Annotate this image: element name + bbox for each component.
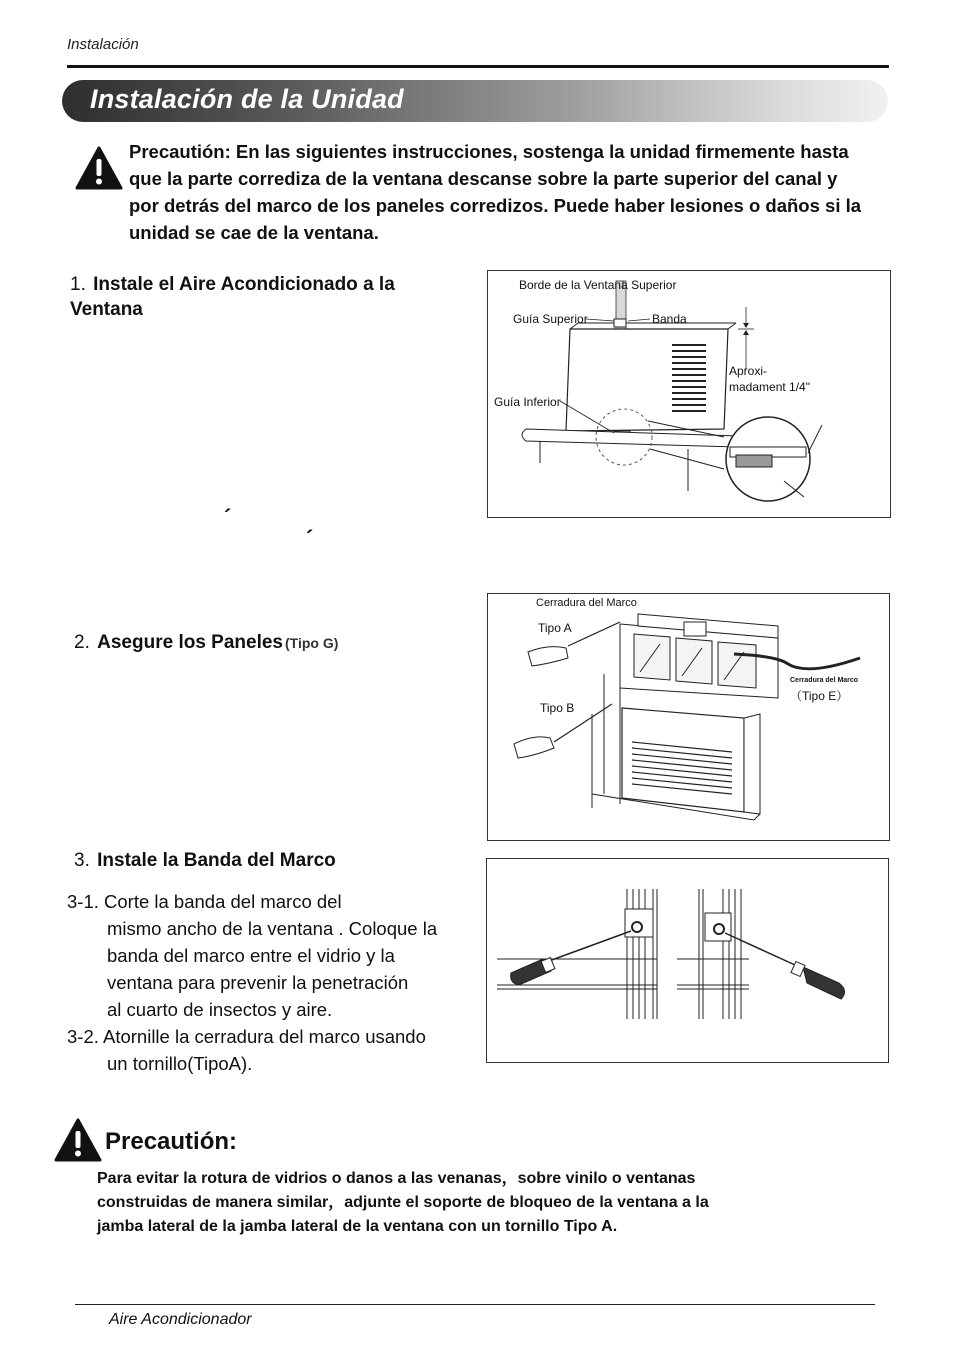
window-install-diagram xyxy=(488,271,890,517)
label-upper-guide: Guía Superior xyxy=(513,312,588,326)
caution-title: Precautión: xyxy=(105,1128,238,1155)
label-type-a: Tipo A xyxy=(538,621,572,635)
step-1-heading: Instale el Aire Acondicionado a la Ventana xyxy=(70,274,395,320)
instruction-line: al cuarto de insectos y aire. xyxy=(107,999,333,1020)
label-top-window-edge: Borde de la Ventana Superior xyxy=(519,278,677,292)
step-3-title xyxy=(74,848,474,873)
figure-frame-band xyxy=(486,858,889,1063)
step-2-heading: Asegure los Paneles xyxy=(97,632,284,653)
instruction-line: 3-1. Corte la banda del marco del xyxy=(67,891,342,912)
label-type-b: Tipo B xyxy=(540,701,575,715)
frame-band-diagram xyxy=(487,859,888,1062)
page-title: Instalación de la Unidad xyxy=(90,84,404,114)
caution-line: construidas de manera similar，adjunte el soporte de bloqueo de la ventana a la xyxy=(97,1194,709,1211)
stray-mark: ´ xyxy=(224,505,232,530)
figure-window-install xyxy=(487,270,891,518)
label-type-e: （Tipo E） xyxy=(790,689,849,703)
label-band: Banda xyxy=(652,312,687,326)
figure-secure-panels xyxy=(487,593,890,841)
step-2-number: 2. xyxy=(74,632,90,653)
label-approx-2: madament 1/4" xyxy=(729,380,810,394)
section-label: Instalación xyxy=(67,36,139,53)
label-lower-guide: Guía Inferior xyxy=(494,395,561,409)
footer-label: Aire Acondicionador xyxy=(109,1311,252,1328)
step-3-heading: Instale la Banda del Marco xyxy=(97,850,336,871)
instructions xyxy=(67,888,487,1077)
caution-text: Precautión: En las siguientes instrucciones, sostenga la unidad firmemente hasta que la parte corrediza de la ventana descanse sobre la parte superior del canal y por detrás del marco de los paneles corredizos. Puede haber lesiones o daños si la unidad se cae de la ventana. xyxy=(129,141,862,243)
label-frame-lock-small: Cerradura del Marco xyxy=(790,677,859,684)
label-approx-1: Aproxi- xyxy=(729,364,768,378)
instruction-line: banda del marco entre el vidrio y la xyxy=(107,945,395,966)
caution-body xyxy=(97,1167,857,1239)
step-2-suffix: (Tipo G) xyxy=(285,635,339,651)
instruction-line: un tornillo(TipoA). xyxy=(107,1053,253,1074)
label-frame-lock: Cerradura del Marco xyxy=(536,597,637,609)
warning-triangle-icon xyxy=(54,1118,102,1162)
instruction-line: ventana para prevenir la penetración xyxy=(107,972,409,993)
step-1-number: 1. xyxy=(70,274,86,295)
title-banner xyxy=(62,80,888,122)
step-2-title xyxy=(74,630,474,656)
instruction-line: 3-2. Atornille la cerradura del marco usando xyxy=(67,1026,426,1047)
stray-mark: ´ xyxy=(306,526,314,551)
step-3-number: 3. xyxy=(74,850,90,871)
caution-line: jamba lateral de la jamba lateral de la ventana con un tornillo Tipo A. xyxy=(97,1218,618,1235)
caution-line: Para evitar la rotura de vidrios o danos a las venanas，sobre vinilo o ventanas xyxy=(97,1170,696,1187)
instruction-line: mismo ancho de la ventana . Coloque la xyxy=(107,918,438,939)
header-divider xyxy=(67,65,889,68)
warning-triangle-icon xyxy=(75,146,123,190)
footer-divider xyxy=(75,1304,875,1305)
step-1-title xyxy=(70,272,470,322)
